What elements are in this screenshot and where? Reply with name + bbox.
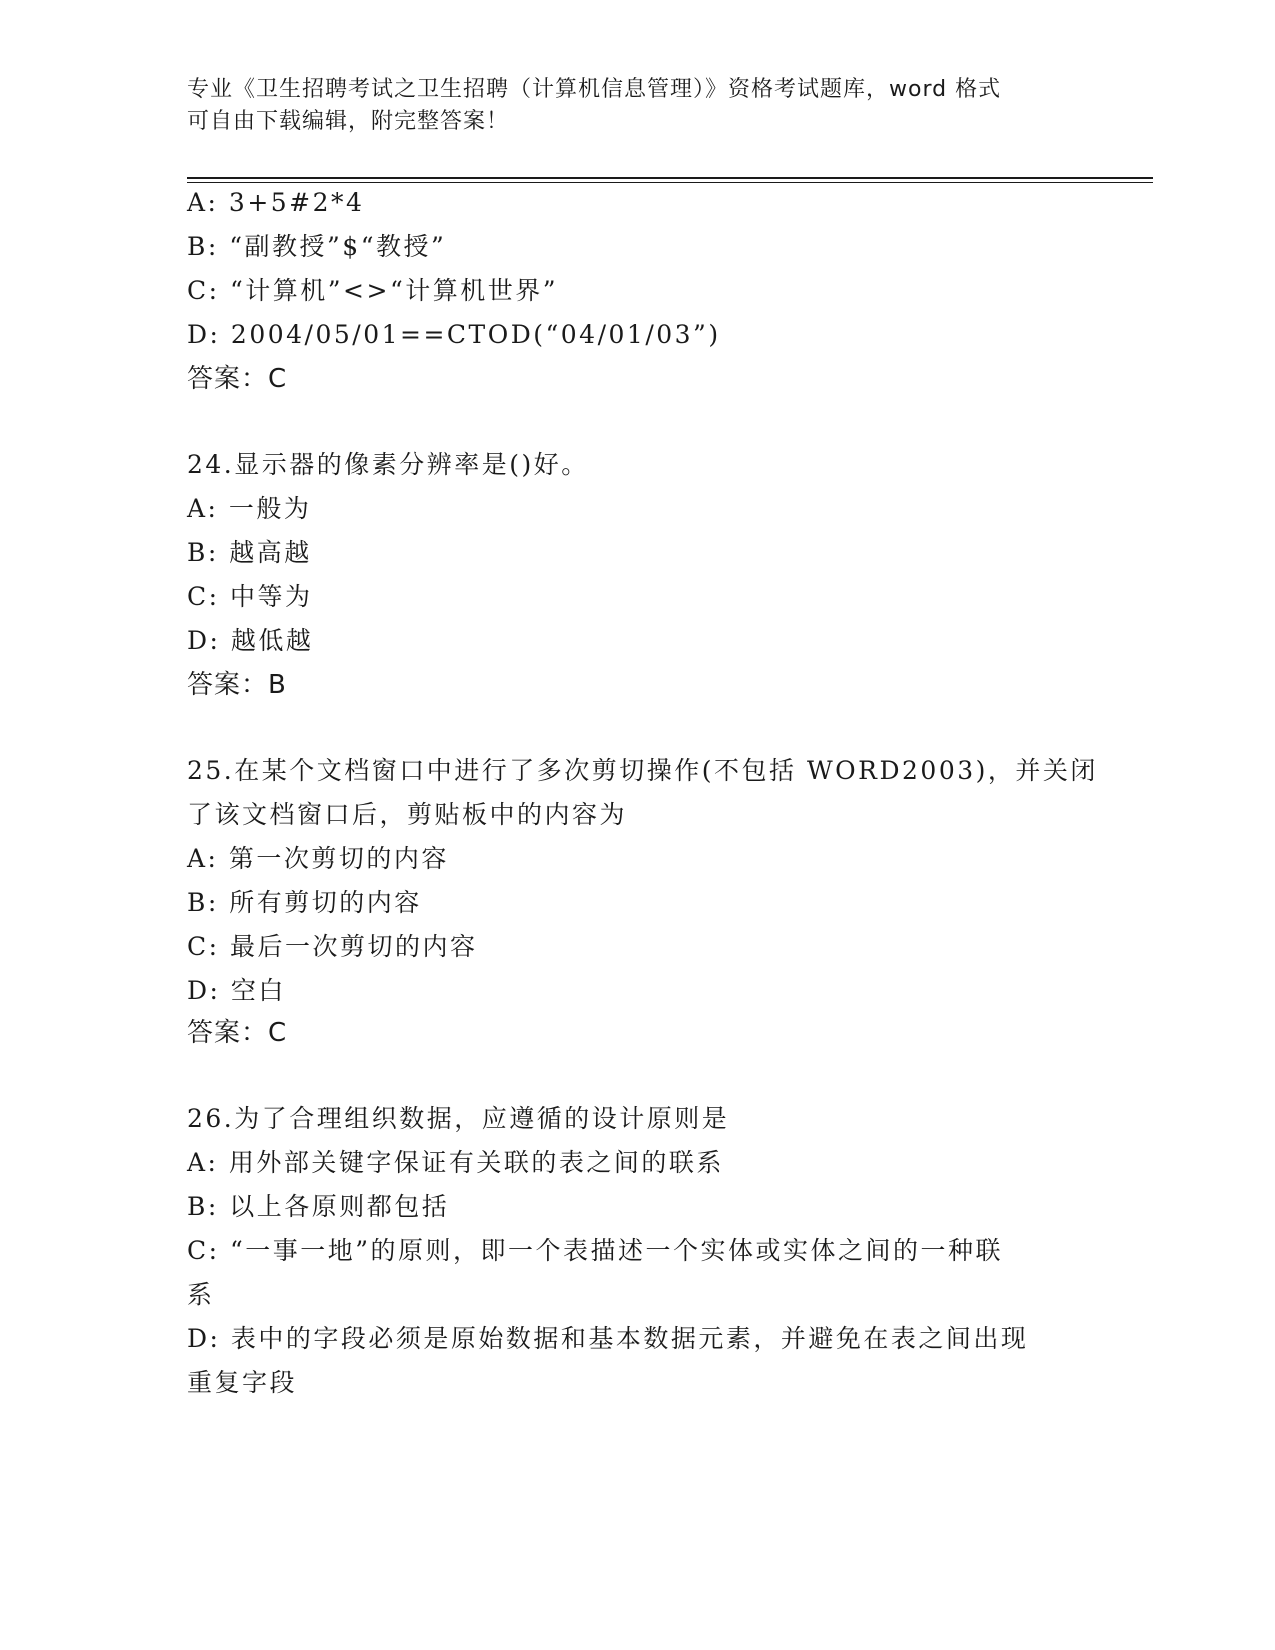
header-line-1: 专业《卫生招聘考试之卫生招聘（计算机信息管理）》资格考试题库，word 格式 <box>187 77 1002 102</box>
document-header <box>187 74 1087 138</box>
q23-option-a: A: 3+5#2*4 <box>187 188 365 217</box>
q26-option-d-line-2: 重复字段 <box>187 1368 298 1397</box>
q24-option-d: D: 越低越 <box>187 626 314 655</box>
q23-option-d: D: 2004/05/01==CTOD(“04/01/03”) <box>187 320 721 349</box>
q26-option-c-line-2: 系 <box>187 1280 215 1309</box>
q26-option-b: B: 以上各原则都包括 <box>187 1192 450 1221</box>
q26-option-d-line-1: D: 表中的字段必须是原始数据和基本数据元素，并避免在表之间出现 <box>187 1324 1029 1353</box>
q24-option-b: B: 越高越 <box>187 538 312 567</box>
header-divider-thick <box>187 177 1153 179</box>
q26-question: 26.为了合理组织数据，应遵循的设计原则是 <box>187 1104 730 1133</box>
q25-option-d: D: 空白 <box>187 976 286 1005</box>
q25-question-line-1: 25.在某个文档窗口中进行了多次剪切操作(不包括 WORD2003)，并关闭 <box>187 756 1098 785</box>
q25-option-b: B: 所有剪切的内容 <box>187 888 422 917</box>
header-divider-thin <box>187 182 1153 183</box>
q24-answer: 答案：B <box>187 670 287 700</box>
q25-answer: 答案：C <box>187 1018 288 1048</box>
q23-answer: 答案：C <box>187 364 288 394</box>
q23-option-c: C: “计算机”<>“计算机世界” <box>187 276 559 305</box>
q25-question-line-2: 了该文档窗口后，剪贴板中的内容为 <box>187 800 628 829</box>
q25-option-c: C: 最后一次剪切的内容 <box>187 932 478 961</box>
header-line-2: 可自由下载编辑，附完整答案！ <box>187 109 510 134</box>
q24-option-a: A: 一般为 <box>187 494 312 523</box>
q26-option-c-line-1: C: “一事一地”的原则，即一个表描述一个实体或实体之间的一种联 <box>187 1236 1004 1265</box>
q24-option-c: C: 中等为 <box>187 582 313 611</box>
q24-question: 24.显示器的像素分辨率是()好。 <box>187 450 589 479</box>
q26-option-a: A: 用外部关键字保证有关联的表之间的联系 <box>187 1148 724 1177</box>
q23-option-b: B: “副教授”$“教授” <box>187 232 447 261</box>
q25-option-a: A: 第一次剪切的内容 <box>187 844 449 873</box>
